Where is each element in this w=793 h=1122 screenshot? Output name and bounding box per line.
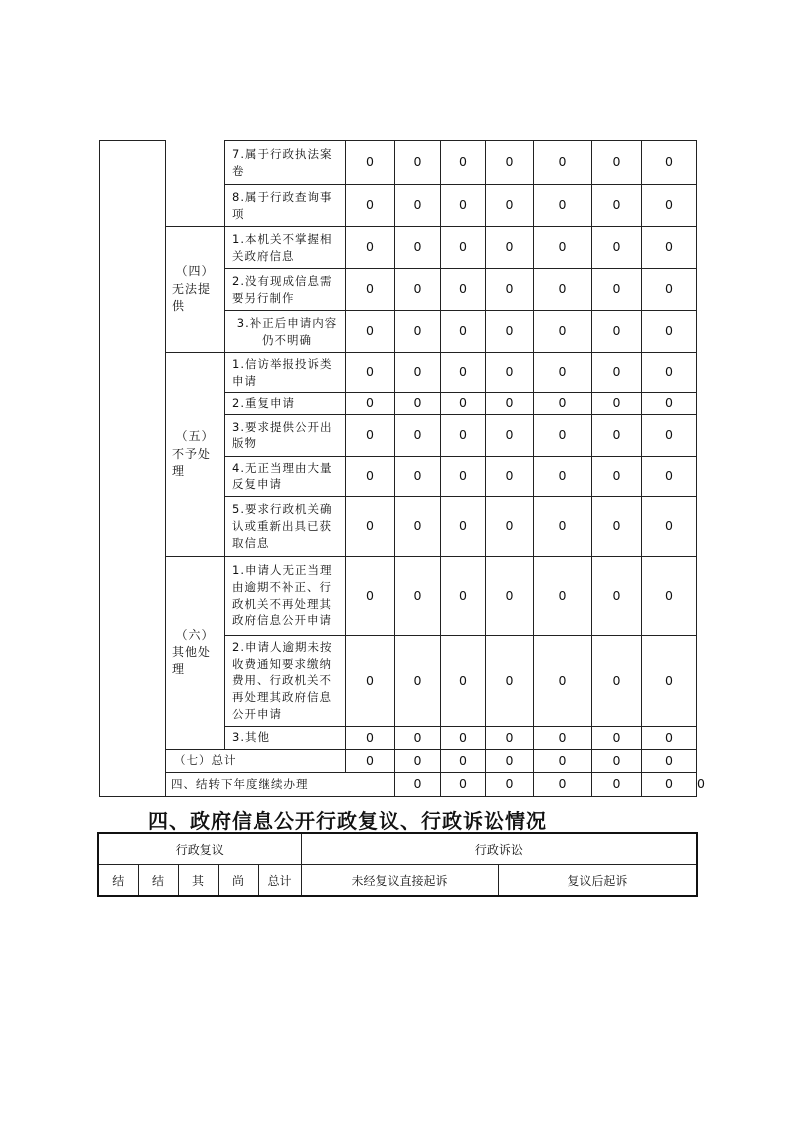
value-cell: 0 [486,496,534,556]
value-cell: 0 [346,227,395,269]
subheader-cell: 结 [98,865,138,897]
value-cell: 0 [441,353,486,393]
table-row [100,227,697,269]
value-cell: 0 [592,311,642,353]
value-cell: 0 [642,227,697,269]
value-cell: 0 [395,772,441,796]
value-cell: 0 [441,393,486,415]
carry-over-label: 四、结转下年度继续办理 [166,772,395,796]
group-label-line: 不予处 [172,446,212,461]
value-cell: 0 [486,749,534,772]
value-cell: 0 [395,185,441,227]
value-cell: 0 [642,141,697,185]
value-cell: 0 [534,353,592,393]
value-cell: 0 [642,456,697,496]
group-label-line: （四） [175,264,215,279]
value-cell: 0 [486,269,534,311]
value-cell: 0 [592,456,642,496]
subheader-suit-after-review: 复议后起诉 [498,865,697,897]
group-label-line: 其他处 [172,644,212,659]
value-cell: 0 [486,456,534,496]
value-cell: 0 [592,393,642,415]
value-cell: 0 [534,635,592,726]
value-cell: 0 [346,635,395,726]
item-label: 2.没有现成信息需要另行制作 [225,269,346,311]
group-label-not-processed [166,353,225,557]
item-label: 2.重复申请 [225,393,346,415]
value-cell: 0 [642,185,697,227]
value-cell: 0 [441,269,486,311]
value-cell: 0 [395,353,441,393]
value-cell: 0 [534,496,592,556]
value-cell: 0 [395,635,441,726]
value-cell: 0 [486,393,534,415]
value-cell: 0 [395,227,441,269]
value-cell: 0 [642,749,697,772]
value-cell: 0 [486,311,534,353]
value-cell: 0 [486,726,534,749]
value-cell: 0 [395,414,441,456]
value-cell: 0 [486,556,534,635]
value-cell: 0 [346,749,395,772]
value-cell: 0 [346,311,395,353]
item-label: 3.其他 [225,726,346,749]
value-cell: 0 [395,556,441,635]
item-label: 1.本机关不掌握相关政府信息 [225,227,346,269]
value-cell: 0 [592,772,642,796]
value-cell: 0 [486,185,534,227]
value-cell: 0 [534,311,592,353]
value-cell: 0 [346,456,395,496]
value-cell: 0 [592,414,642,456]
value-cell: 0 [592,353,642,393]
section-title: 四、政府信息公开行政复议、行政诉讼情况 [148,809,547,833]
item-label: 3.要求提供公开出版物 [225,414,346,456]
value-cell: 0 [395,726,441,749]
application-processing-table [99,140,705,797]
value-cell: 0 [642,496,697,556]
value-cell: 0 [441,185,486,227]
value-cell: 0 [534,414,592,456]
value-cell: 0 [592,141,642,185]
item-label: 8.属于行政查询事项 [225,185,346,227]
table-row [100,141,697,185]
value-cell: 0 [441,311,486,353]
value-cell: 0 [441,141,486,185]
value-cell: 0 [346,496,395,556]
value-cell: 0 [642,556,697,635]
value-cell: 0 [592,227,642,269]
item-label: 3.补正后申请内容仍不明确 [225,311,346,353]
table-subheader-row [98,865,697,897]
value-cell: 0 [486,772,534,796]
value-cell: 0 [642,726,697,749]
value-cell: 0 [642,269,697,311]
value-cell: 0 [346,726,395,749]
value-cell: 0 [346,269,395,311]
item-label: 1.申请人无正当理由逾期不补正、行政机关不再处理其政府信息公开申请 [225,556,346,635]
value-cell: 0 [486,227,534,269]
value-cell: 0 [534,726,592,749]
value-cell: 0 [534,772,592,796]
table-row [100,556,697,635]
value-cell: 0 [642,772,697,796]
value-cell: 0 [486,353,534,393]
value-cell: 0 [441,227,486,269]
group-label-line: 理 [172,464,186,479]
group-label-cannot-provide [166,227,225,353]
total-label: （七）总计 [166,749,346,772]
value-cell: 0 [592,749,642,772]
value-cell: 0 [395,141,441,185]
value-cell: 0 [486,414,534,456]
value-cell: 0 [346,141,395,185]
group-label-line: （六） [175,627,215,642]
item-label: 1.信访举报投诉类申请 [225,353,346,393]
value-cell: 0 [592,185,642,227]
group-label-other-processing [166,556,225,749]
value-cell: 0 [534,556,592,635]
subheader-cell: 总计 [258,865,301,897]
value-cell: 0 [346,393,395,415]
value-cell: 0 [395,269,441,311]
value-cell: 0 [441,414,486,456]
item-label: 7.属于行政执法案卷 [225,141,346,185]
item-label: 4.无正当理由大量反复申请 [225,456,346,496]
group-cell-continued [166,141,225,227]
value-cell: 0 [592,556,642,635]
value-cell: 0 [346,556,395,635]
value-cell: 0 [346,353,395,393]
value-cell: 0 [534,141,592,185]
value-cell: 0 [534,749,592,772]
value-cell: 0 [534,227,592,269]
value-cell: 0 [441,456,486,496]
value-cell: 0 [534,185,592,227]
value-cell: 0 [346,414,395,456]
value-cell: 0 [441,556,486,635]
value-cell: 0 [534,269,592,311]
carry-over-row: 四、结转下年度继续办理 0 0 0 0 0 0 0 [100,772,697,796]
value-cell: 0 [441,496,486,556]
header-admin-review: 行政复议 [98,833,301,865]
header-admin-litigation: 行政诉讼 [301,833,697,865]
subheader-cell: 尚 [218,865,258,897]
table-header-row [98,833,697,865]
value-cell: 0 [395,393,441,415]
value-cell: 0 [486,635,534,726]
value-cell: 0 [395,311,441,353]
value-cell: 0 [642,414,697,456]
value-cell: 0 [346,185,395,227]
value-cell: 0 [592,269,642,311]
value-cell: 0 [441,749,486,772]
group-label-line: 无法提 [172,281,212,296]
subheader-direct-suit: 未经复议直接起诉 [301,865,498,897]
value-cell: 0 [642,311,697,353]
value-cell: 0 [441,726,486,749]
outer-blank-cell [100,141,166,797]
group-label-line: 供 [172,299,186,314]
review-litigation-table [97,832,698,897]
value-cell: 0 [642,393,697,415]
item-label: 2.申请人逾期未按收费通知要求缴纳费用、行政机关不再处理其政府信息公开申请 [225,635,346,726]
value-cell: 0 [486,141,534,185]
value-cell: 0 [534,393,592,415]
value-cell: 0 [395,749,441,772]
group-label-line: （五） [175,429,215,444]
value-cell: 0 [642,635,697,726]
subheader-cell: 其 [178,865,218,897]
value-cell: 0 [592,726,642,749]
value-cell: 0 [592,635,642,726]
table-row [100,353,697,393]
value-cell: 0 [395,456,441,496]
value-cell: 0 [592,496,642,556]
value-cell: 0 [395,496,441,556]
value-cell: 0 [441,635,486,726]
value-cell: 0 [642,353,697,393]
group-label-line: 理 [172,662,186,677]
value-cell: 0 [534,456,592,496]
total-row [100,749,697,772]
subheader-cell: 结 [138,865,178,897]
item-label: 5.要求行政机关确认或重新出具已获取信息 [225,496,346,556]
value-cell: 0 [441,772,486,796]
